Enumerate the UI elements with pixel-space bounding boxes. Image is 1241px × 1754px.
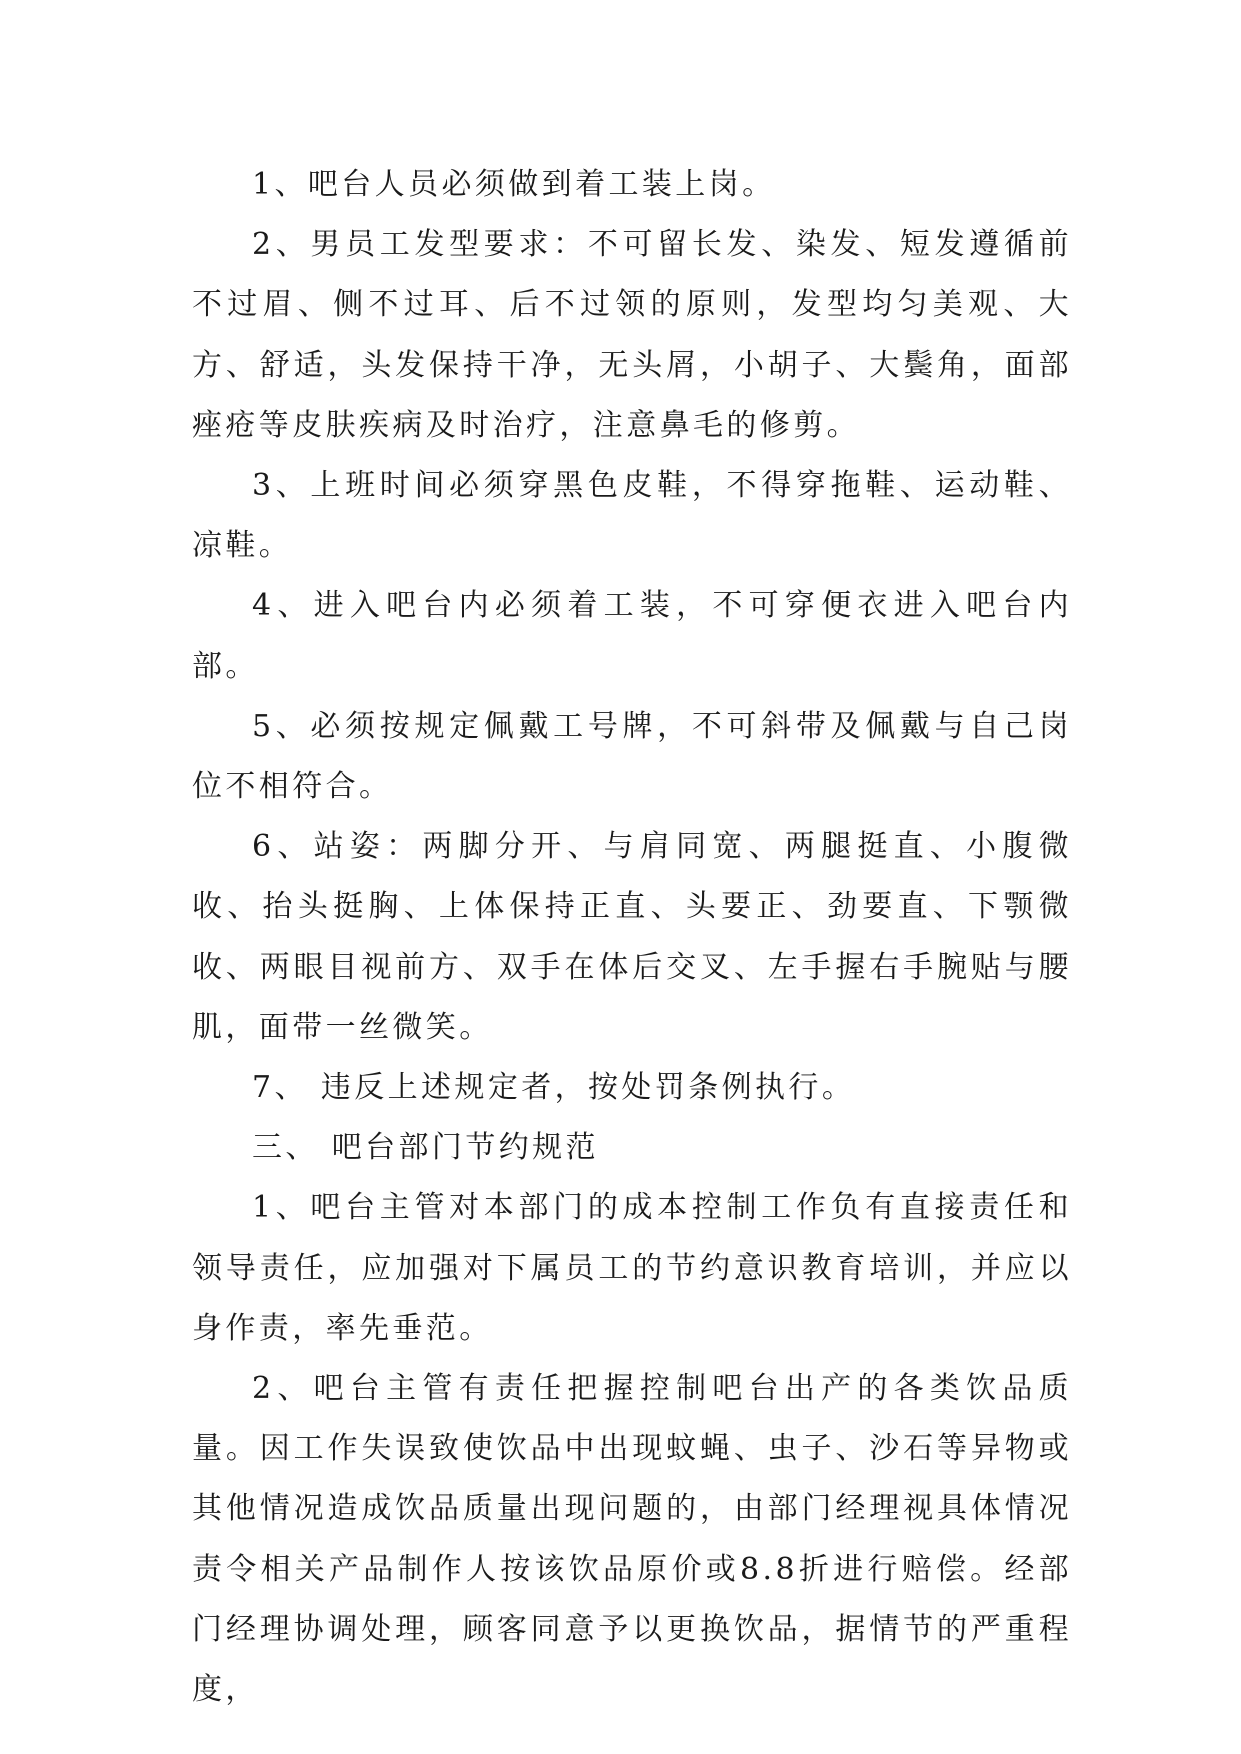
paragraph-rule-4-workwear: 4、进入吧台内必须着工装，不可穿便衣进入吧台内部。 bbox=[192, 588, 1072, 684]
paragraph-rule-3-shoes: 3、上班时间必须穿黑色皮鞋，不得穿拖鞋、运动鞋、凉鞋。 bbox=[192, 468, 1072, 564]
paragraph-saving-rule-2: 2、吧台主管有责任把握控制吧台出产的各类饮品质量。因工作失误致使饮品中出现蚊蝇、虫子、沙石等异物或其他情况造成饮品质量出现问题的，由部门经理视具体情况责令相关产品制作人按该饮品原价或8.8折进行赔偿。经部门经理协调处理，顾客同意予以更换饮品，据情节的严重程度， bbox=[192, 1371, 1072, 1708]
paragraph-rule-2-hairstyle: 2、男员工发型要求：不可留长发、染发、短发遵循前不过眉、侧不过耳、后不过领的原则，发型均匀美观、大方、舒适，头发保持干净，无头屑，小胡子、大鬓角，面部痤疮等皮肤疾病及时治疗，注意鼻毛的修剪。 bbox=[192, 227, 1072, 443]
section-heading-saving-rules: 三、 吧台部门节约规范 bbox=[252, 1130, 599, 1166]
paragraph-rule-6-posture: 6、站姿：两脚分开、与肩同宽、两腿挺直、小腹微收、抬头挺胸、上体保持正直、头要正、劲要直、下颚微收、两眼目视前方、双手在体后交叉、左手握右手腕贴与腰肌，面带一丝微笑。 bbox=[192, 829, 1072, 1045]
paragraph-saving-rule-1: 1、吧台主管对本部门的成本控制工作负有直接责任和领导责任，应加强对下属员工的节约意识教育培训，并应以身作责，率先垂范。 bbox=[192, 1190, 1072, 1346]
paragraph-rule-5-badge: 5、必须按规定佩戴工号牌，不可斜带及佩戴与自己岗位不相符合。 bbox=[192, 708, 1072, 805]
paragraph-rule-1-uniform: 1、吧台人员必须做到着工装上岗。 bbox=[252, 167, 776, 202]
paragraph-rule-7-penalty: 7、 违反上述规定者，按处罚条例执行。 bbox=[252, 1070, 856, 1106]
document-body bbox=[192, 155, 1072, 1720]
